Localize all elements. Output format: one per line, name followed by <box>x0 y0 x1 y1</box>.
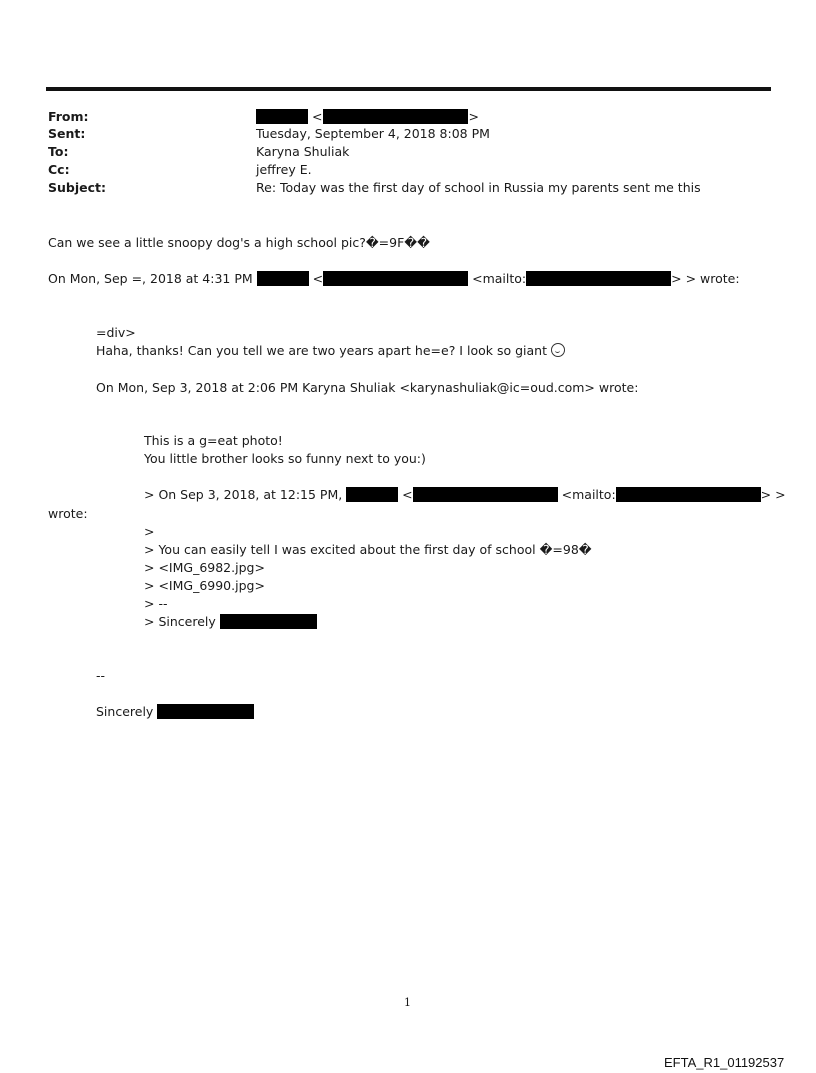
wrapped-wrote: wrote: <box>48 506 88 521</box>
cc-value: jeffrey E. <box>256 162 312 177</box>
from-lt: < <box>311 109 323 124</box>
smiley-icon <box>551 343 565 357</box>
reply-header-lt: < <box>312 271 324 286</box>
subject-value: Re: Today was the first day of school in Russia my parents sent me this <box>256 180 701 195</box>
reply-header-text: > On Sep 3, 2018, at 12:15 PM, <box>144 487 343 502</box>
page-number: 1 <box>404 996 411 1009</box>
reply-header-lt: < <box>402 487 413 502</box>
quoted-line: > -- <box>144 596 168 611</box>
signature-text: > Sincerely <box>144 614 216 629</box>
cc-label: Cc: <box>48 162 70 177</box>
redaction-bar <box>413 487 558 502</box>
redaction-bar <box>616 487 761 502</box>
redaction-bar <box>323 271 468 286</box>
div-tag-line: =div> <box>96 325 136 340</box>
bates-number: EFTA_R1_01192537 <box>664 1055 785 1070</box>
to-value: Karyna Shuliak <box>256 144 350 159</box>
signature-text: Sincerely <box>96 704 154 719</box>
quoted-line: This is a g=eat photo! <box>144 433 283 448</box>
quoted-signature <box>144 613 317 631</box>
sent-value: Tuesday, September 4, 2018 8:08 PM <box>256 126 490 141</box>
reply-header-text: On Mon, Sep =, 2018 at 4:31 PM <box>48 271 253 286</box>
reply-header-2: On Mon, Sep 3, 2018 at 2:06 PM Karyna Shuliak <karynashuliak@ic=oud.com> wrote: <box>96 380 639 395</box>
subject-label: Subject: <box>48 180 106 195</box>
redaction-bar <box>526 271 671 286</box>
redaction-bar <box>157 704 254 719</box>
signature <box>96 703 254 721</box>
quoted-line <box>96 342 565 360</box>
redaction-bar <box>323 109 468 124</box>
from-gt: > <box>468 109 479 124</box>
reply-header-3 <box>144 486 786 504</box>
redaction-bar <box>220 614 317 629</box>
signature-separator: -- <box>96 668 106 683</box>
quoted-line: > <box>144 524 155 539</box>
reply-header-end: > > <box>760 487 786 502</box>
reply-header-end: > > wrote: <box>671 271 740 286</box>
redaction-bar <box>346 487 398 502</box>
attachment-line: > <IMG_6990.jpg> <box>144 578 265 593</box>
header-rule <box>46 87 771 91</box>
reply-header-mailto: <mailto: <box>561 487 616 502</box>
quoted-text: Haha, thanks! Can you tell we are two years apart he=e? I look so giant <box>96 343 547 358</box>
attachment-line: > <IMG_6982.jpg> <box>144 560 265 575</box>
redaction-bar <box>257 271 309 286</box>
from-label: From: <box>48 109 89 124</box>
quoted-line: > You can easily tell I was excited about the first day of school �=98� <box>144 542 592 557</box>
redaction-bar <box>256 109 308 124</box>
quoted-line: You little brother looks so funny next to you:) <box>144 451 426 466</box>
sent-label: Sent: <box>48 126 86 141</box>
to-label: To: <box>48 144 69 159</box>
message-line: Can we see a little snoopy dog's a high school pic?�=9F�� <box>48 235 430 250</box>
reply-header-1 <box>48 270 740 288</box>
from-value <box>256 108 479 126</box>
reply-header-mailto: <mailto: <box>472 271 527 286</box>
